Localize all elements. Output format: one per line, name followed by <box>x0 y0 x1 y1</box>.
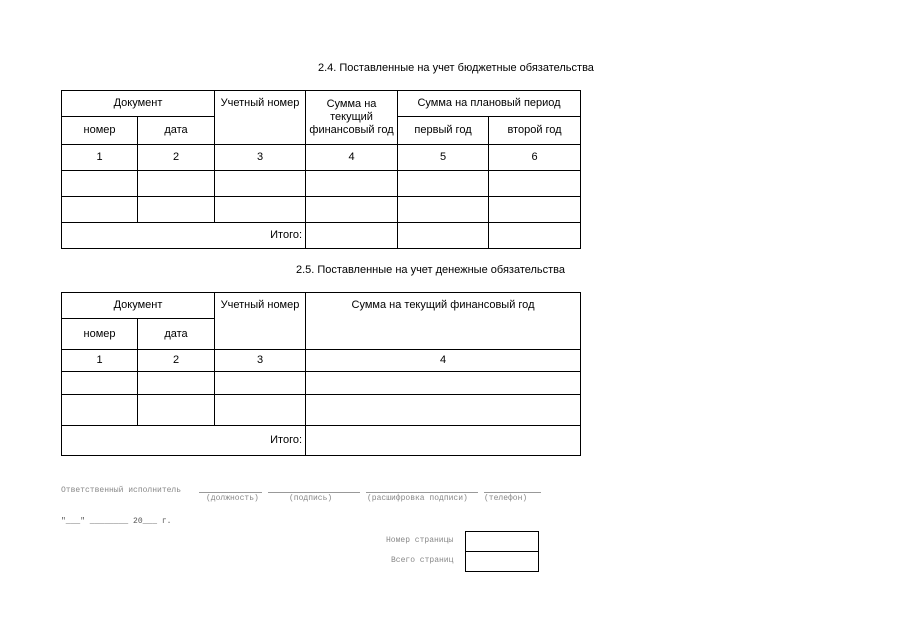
column-numbers-row <box>62 350 581 372</box>
column-number: 4 <box>306 350 581 372</box>
table-cell[interactable] <box>138 171 215 197</box>
table-cell[interactable] <box>398 171 489 197</box>
signature-caption: (подпись) <box>289 494 333 503</box>
date-line: "___" ________ 20___ г. <box>61 517 172 526</box>
decoding-line[interactable] <box>366 492 478 493</box>
column-numbers-row <box>62 145 581 171</box>
table-row <box>62 171 581 197</box>
table-row <box>62 372 581 395</box>
column-number: 1 <box>62 350 138 372</box>
table-cell[interactable] <box>306 171 398 197</box>
table-cell[interactable] <box>306 395 581 426</box>
total-cell[interactable] <box>489 223 581 249</box>
column-number: 4 <box>306 145 398 171</box>
table-cell[interactable] <box>215 197 306 223</box>
column-number: 5 <box>398 145 489 171</box>
total-cell[interactable] <box>306 426 581 456</box>
phone-line[interactable] <box>484 492 541 493</box>
table-cell[interactable] <box>489 197 581 223</box>
table-cell[interactable] <box>138 197 215 223</box>
header-document: Документ <box>62 91 215 117</box>
section-2-4-title: 2.4. Поставленные на учет бюджетные обязательства <box>318 62 594 74</box>
table-cell[interactable] <box>62 372 138 395</box>
responsible-executor-label: Ответственный исполнитель <box>61 486 182 495</box>
total-pages-box[interactable] <box>465 551 539 572</box>
total-label: Итого: <box>62 426 306 456</box>
section-2-5-title: 2.5. Поставленные на учет денежные обязательства <box>296 264 566 276</box>
total-cell[interactable] <box>306 223 398 249</box>
column-number: 2 <box>138 145 215 171</box>
table-cell[interactable] <box>489 171 581 197</box>
header-document: Документ <box>62 293 215 319</box>
header-account-number: Учетный номер <box>215 91 306 145</box>
header-second-year: второй год <box>489 117 581 145</box>
table-cell[interactable] <box>306 197 398 223</box>
page-number-box[interactable] <box>465 531 539 552</box>
position-line[interactable] <box>199 492 262 493</box>
total-cell[interactable] <box>398 223 489 249</box>
column-number: 1 <box>62 145 138 171</box>
page-number-label: Номер страницы <box>386 536 454 545</box>
table-cell[interactable] <box>138 395 215 426</box>
column-number: 2 <box>138 350 215 372</box>
position-caption: (должность) <box>206 494 259 503</box>
header-first-year: первый год <box>398 117 489 145</box>
header-number: номер <box>62 117 138 145</box>
table-cell[interactable] <box>398 197 489 223</box>
header-sum-planned-period: Сумма на плановый период <box>398 91 581 117</box>
total-row <box>62 223 581 249</box>
header-account-number: Учетный номер <box>215 293 306 350</box>
header-date: дата <box>138 319 215 350</box>
table-cell[interactable] <box>215 395 306 426</box>
table-cell[interactable] <box>215 372 306 395</box>
monetary-obligations-table <box>61 292 581 456</box>
header-sum-current-year: Сумма на текущий финансовый год <box>306 293 581 350</box>
column-number: 3 <box>215 145 306 171</box>
table-cell[interactable] <box>306 372 581 395</box>
signature-line[interactable] <box>268 492 360 493</box>
header-sum-current-year: Сумма на текущий финансовый год <box>306 91 398 145</box>
table-row <box>62 197 581 223</box>
table-cell[interactable] <box>62 395 138 426</box>
decoding-caption: (расшифровка подписи) <box>367 494 468 503</box>
phone-caption: (телефон) <box>484 494 528 503</box>
total-label: Итого: <box>62 223 306 249</box>
table-cell[interactable] <box>215 171 306 197</box>
table-row <box>62 395 581 426</box>
header-number: номер <box>62 319 138 350</box>
table-cell[interactable] <box>62 197 138 223</box>
column-number: 6 <box>489 145 581 171</box>
column-number: 3 <box>215 350 306 372</box>
table-cell[interactable] <box>62 171 138 197</box>
total-row <box>62 426 581 456</box>
header-date: дата <box>138 117 215 145</box>
table-cell[interactable] <box>138 372 215 395</box>
total-pages-label: Всего страниц <box>391 556 454 565</box>
budget-obligations-table <box>61 90 581 249</box>
